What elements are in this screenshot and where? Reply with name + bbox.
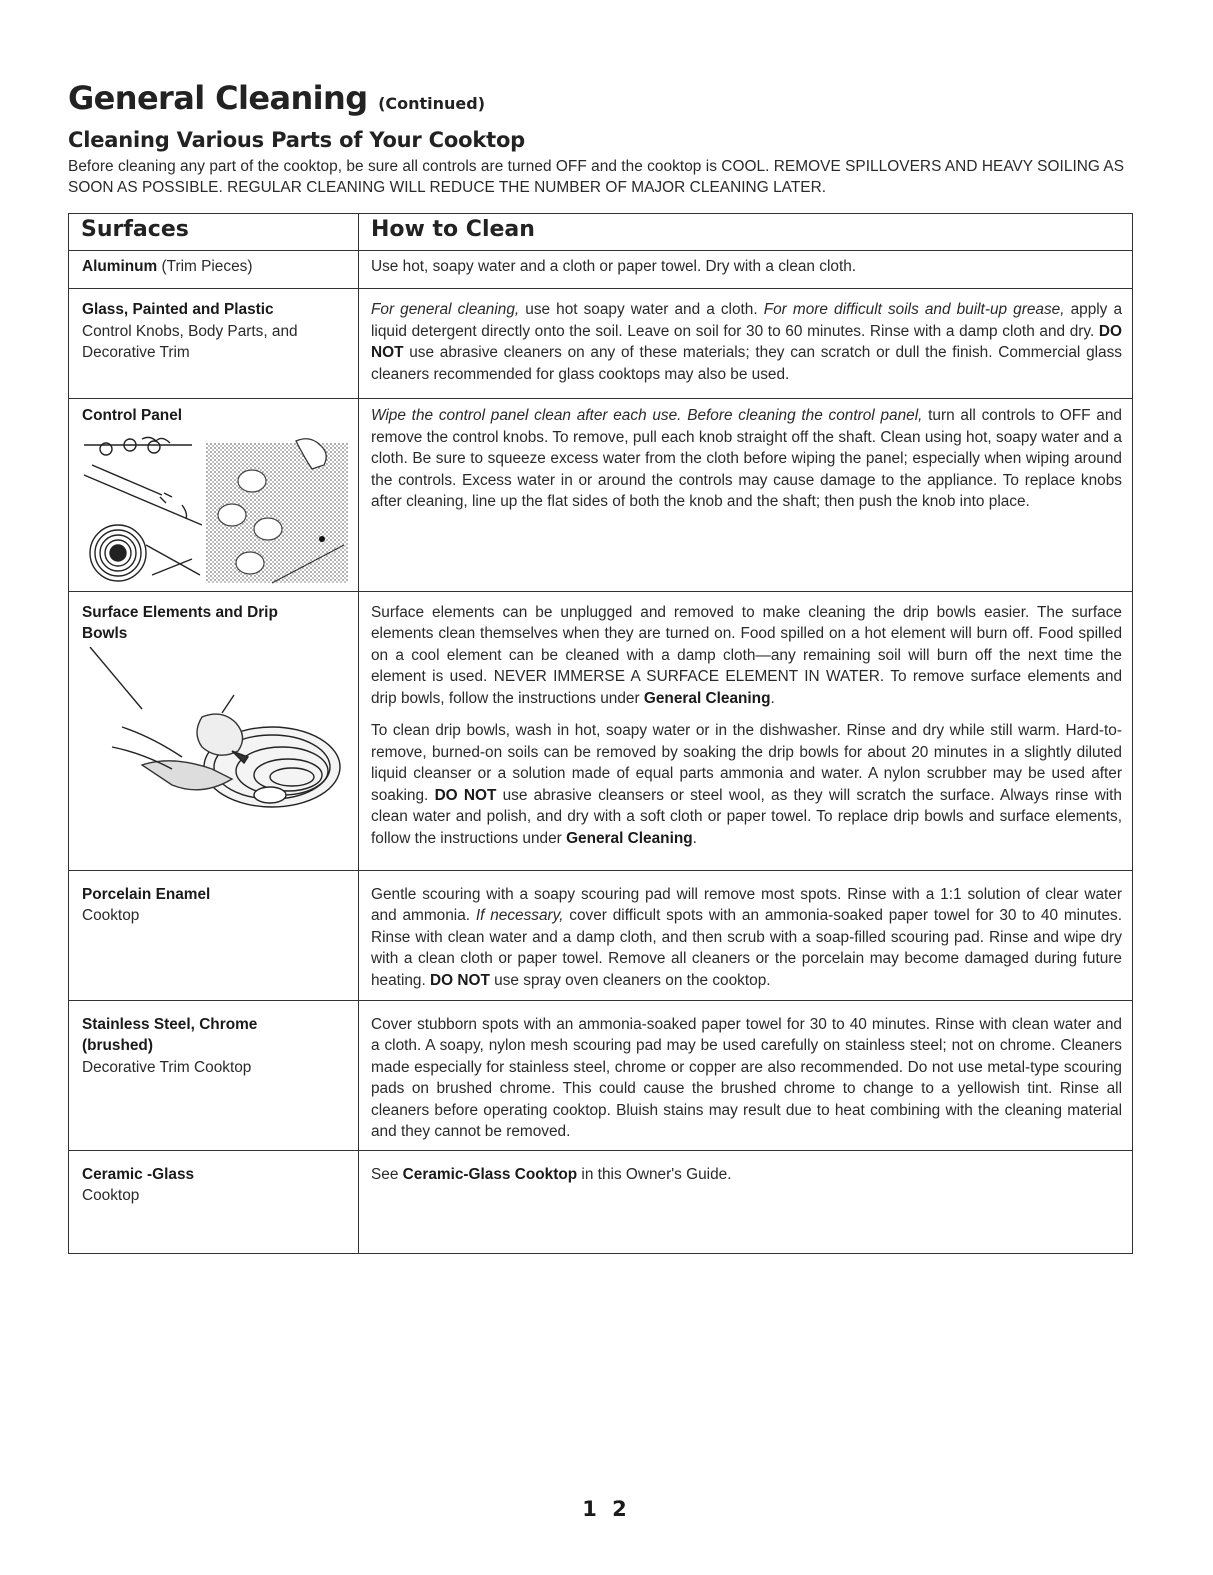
cleaning-text: use hot soapy water and a cloth. <box>519 301 764 318</box>
surface-name: Glass, Painted and Plastic <box>82 301 274 318</box>
emphasis-text: If necessary, <box>475 907 564 924</box>
how-to-clean-cell <box>359 399 1133 592</box>
cleaning-text: . <box>692 829 697 847</box>
table-row <box>69 1150 1133 1253</box>
cleaning-text: cover difficult spots with an ammonia-soaked paper towel for 30 to 40 minutes. Rinse with clean water and a damp cloth, and then scrub with a soap-filled scouring pad. Rinse and wipe dry with a clean cloth or paper towel. Remove all cleaners or the porcelain may become damaged during future heating. <box>371 907 1122 989</box>
control-panel-illustration <box>82 435 348 585</box>
surface-cell <box>69 399 359 592</box>
how-to-clean-cell <box>359 251 1133 289</box>
surface-cell <box>69 1000 359 1150</box>
title-suffix: (Continued) <box>378 94 486 113</box>
surface-name: Surface Elements and Drip Bowls <box>82 603 278 642</box>
table-row <box>69 251 1133 289</box>
cooktop-element-icon <box>84 437 202 581</box>
surface-cell <box>69 870 359 1000</box>
how-to-clean-cell <box>359 289 1133 399</box>
table-row <box>69 289 1133 399</box>
page-title <box>68 78 1132 124</box>
surface-detail: Control Knobs, Body Parts, and Decorative Trim <box>82 322 298 361</box>
title-text: General Cleaning <box>68 79 368 117</box>
knob-removal-icon <box>206 438 348 582</box>
surface-cell <box>69 591 359 870</box>
surface-cell <box>69 1150 359 1253</box>
emphasis-text: For more difficult soils and built-up grease, <box>763 301 1065 318</box>
cleaning-text: To clean drip bowls, wash in hot, soapy water or in the dishwasher. Rinse and dry while still warm. Hard-to-remove, burned-on soils can be removed by soaking the drip bowls for about 20 minutes in a slightly diluted liquid cleanser or a solution made of equal parts ammonia and water. A nylon scrubber may be used after soaking. <box>371 722 1122 804</box>
warning-text: DO NOT <box>371 322 1122 361</box>
column-header-surfaces: Surfaces <box>69 214 359 251</box>
cleaning-paragraph <box>371 602 1122 710</box>
drip-bowl-illustration <box>82 647 348 827</box>
page-header <box>68 78 1132 198</box>
emphasis-text: Wipe the control panel clean after each use. Before cleaning the control panel, <box>371 407 923 424</box>
surface-name: Porcelain Enamel <box>82 885 211 903</box>
table-row <box>69 1000 1133 1150</box>
table-row <box>69 399 1133 592</box>
table-row <box>69 591 1133 870</box>
emphasis-text: For general cleaning, <box>371 301 520 318</box>
how-to-clean-cell <box>359 1000 1133 1150</box>
warning-text: DO NOT <box>430 971 490 989</box>
cleaning-text: . <box>770 689 775 707</box>
surface-element-icon <box>90 647 340 807</box>
cleaning-text: use spray oven cleaners on the cooktop. <box>489 971 771 989</box>
intro-paragraph: Before cleaning any part of the cooktop, be sure all controls are turned OFF and the cooktop is COOL. REMOVE SPILLOVERS AND HEAVY SOILING AS SOON AS POSSIBLE. REGULAR CLEANING WILL REDUCE THE NUMBER OF MAJOR CLEANING LATER. <box>68 158 1125 196</box>
reference-text: General Cleaning <box>643 689 771 707</box>
cleaning-text: Cover stubborn spots with an ammonia-soaked paper towel for 30 to 40 minutes. Rinse with clean water and a cloth. A soapy, nylon mesh scouring pad may be used carefully on stainless steel; not on chrome. Cleaners made especially for stainless steel, chrome or copper are also recommended. Do not use metal-type scouring pads on brushed chrome. This could cause the brushed chrome to change to a yellowish tint. Rinse all cleaners before operating cooktop. Bluish stains may result due to heat combining with the cleaning material and they cannot be removed. <box>371 1015 1122 1140</box>
surface-name: Stainless Steel, Chrome (brushed) <box>82 1015 258 1054</box>
surface-detail: Cooktop <box>82 907 140 924</box>
surface-detail: Decorative Trim Cooktop <box>82 1058 252 1076</box>
table-header-row <box>69 214 1133 251</box>
surface-name: Ceramic -Glass <box>82 1165 195 1183</box>
cleaning-text: See <box>371 1165 403 1183</box>
column-header-how-to-clean: How to Clean <box>359 214 1133 251</box>
surface-cell <box>69 289 359 399</box>
reference-text: Ceramic-Glass Cooktop <box>402 1165 578 1183</box>
how-to-clean-cell <box>359 870 1133 1000</box>
how-to-clean-cell <box>359 1150 1133 1253</box>
surface-cell <box>69 251 359 289</box>
surface-detail: (Trim Pieces) <box>161 258 253 275</box>
cleaning-table <box>68 213 1133 1254</box>
reference-text: General Cleaning <box>566 829 693 847</box>
cleaning-paragraph <box>371 720 1122 849</box>
cleaning-text: Surface elements can be unplugged and removed to make cleaning the drip bowls easier. The surface elements clean themselves when they are turned on. Food spilled on a hot element will burn off. Food spilled on a cool element can be cleaned with a damp cloth—any remaining soil will burn off the next time the element is used. NEVER IMMERSE A SURFACE ELEMENT IN WATER. To remove surface elements and drip bowls, follow the instructions under <box>371 603 1122 707</box>
page-number: 1 2 <box>582 1497 631 1521</box>
surface-name: Aluminum <box>82 258 158 275</box>
cleaning-text: use abrasive cleaners on any of these materials; they can scratch or dull the finish. Commercial glass cleaners recommended for glass cooktops may also be used. <box>371 344 1122 383</box>
cleaning-text: Use hot, soapy water and a cloth or paper towel. Dry with a clean cloth. <box>371 258 857 275</box>
cleaning-text: Gentle scouring with a soapy scouring pad will remove most spots. Rinse with a 1:1 solution of clear water and ammonia. <box>371 885 1122 924</box>
surface-detail: Cooktop <box>82 1187 140 1204</box>
cleaning-text: in this Owner's Guide. <box>577 1165 732 1183</box>
cleaning-text: turn all controls to OFF and remove the control knobs. To remove, pull each knob straight off the shaft. Clean using hot, soapy water and a cloth. Be sure to squeeze excess water from the cloth before wiping the panel; especially when wiping around the controls. Excess water in or around the controls may cause damage to the appliance. To replace knobs after cleaning, line up the flat sides of both the knob and the shaft; then push the knob into place. <box>371 407 1122 510</box>
cleaning-text: use abrasive cleansers or steel wool, as they will scratch the surface. Always rinse with clean water and polish, and dry with a soft cloth or paper towel. To replace drip bowls and surface elements, follow the instructions under <box>371 786 1122 847</box>
surface-name: Control Panel <box>82 407 183 424</box>
how-to-clean-cell <box>359 591 1133 870</box>
section-subtitle: Cleaning Various Parts of Your Cooktop <box>68 128 526 152</box>
cleaning-text: apply a liquid detergent directly onto the soil. Leave on soil for 30 to 60 minutes. Rinse with a damp cloth and dry. <box>371 301 1122 340</box>
table-row <box>69 870 1133 1000</box>
warning-text: DO NOT <box>434 786 497 804</box>
